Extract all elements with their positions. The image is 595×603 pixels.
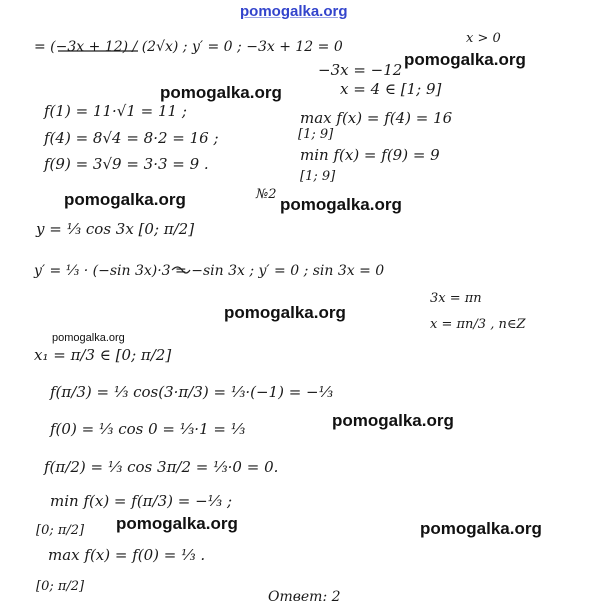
root-in-interval: x₁ = π/3 ∈ [0; π/2] (34, 346, 172, 364)
watermark: pomogalka.org (404, 50, 526, 69)
watermark: pomogalka.org (224, 303, 346, 322)
function-definition: y = ⅓ cos 3x [0; π/2] (36, 220, 195, 238)
critical-point: x = 4 ∈ [1; 9] (340, 80, 442, 98)
value-f1: f(1) = 11·√1 = 11 ; (44, 102, 187, 120)
general-solution: x = πn/3 , n∈Z (430, 317, 526, 332)
solution-step: 3x = πn (430, 291, 482, 306)
derivative-line: y′ = ⅓ · (−sin 3x)·3 = −sin 3x ; y′ = 0 ; sin 3x = 0 (34, 263, 385, 279)
interval-label: [0; π/2] (36, 579, 85, 594)
value-f-pi3: f(π/3) = ⅓ cos(3·π/3) = ⅓·(−1) = −⅓ (50, 383, 334, 401)
interval-label: [1; 9] (298, 127, 334, 142)
max-result: max f(x) = f(0) = ⅓ . (48, 546, 206, 564)
interval-label: [1; 9] (300, 169, 336, 184)
min-result: min f(x) = f(π/3) = −⅓ ; (50, 492, 233, 510)
watermark: pomogalka.org (64, 190, 186, 209)
watermark: pomogalka.org (160, 83, 282, 102)
watermark: pomogalka.org (420, 519, 542, 538)
equation-step: −3x = −12 (318, 61, 403, 79)
value-f0: f(0) = ⅓ cos 0 = ⅓·1 = ⅓ (50, 420, 246, 438)
watermark: pomogalka.org (332, 411, 454, 430)
task-number: №2 (256, 187, 277, 202)
watermark: pomogalka.org (52, 332, 125, 344)
watermark: pomogalka.org (280, 195, 402, 214)
value-f4: f(4) = 8√4 = 8·2 = 16 ; (44, 129, 219, 147)
value-f9: f(9) = 3√9 = 3·3 = 9 . (44, 155, 209, 173)
derivative-fraction: = (−3x + 12) / (2√x) ; y′ = 0 ; −3x + 12 = 0 (34, 39, 343, 55)
answer-label: Ответ: 2 (268, 589, 341, 603)
domain-condition: x > 0 (466, 31, 501, 46)
watermark-top[interactable]: pomogalka.org (240, 3, 348, 20)
max-result: max f(x) = f(4) = 16 (300, 109, 453, 127)
interval-label: [0; π/2] (36, 523, 85, 538)
value-f-pi2: f(π/2) = ⅓ cos 3π/2 = ⅓·0 = 0. (44, 458, 279, 476)
min-result: min f(x) = f(9) = 9 (300, 146, 440, 164)
watermark: pomogalka.org (116, 514, 238, 533)
